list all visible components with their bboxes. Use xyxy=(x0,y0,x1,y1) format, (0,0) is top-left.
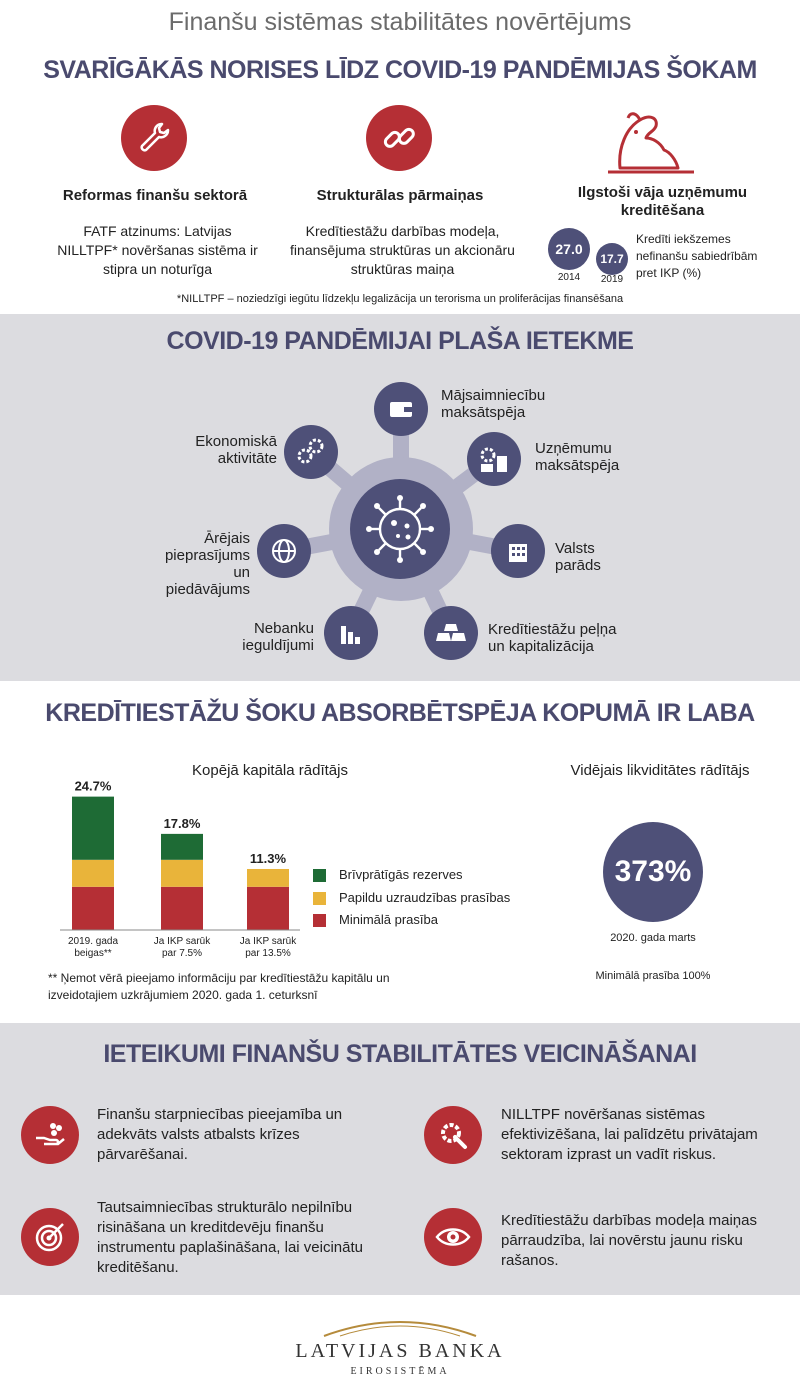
impact-label-banks: Kredītiestāžu peļņa un kapitalizācija xyxy=(488,621,617,655)
business-gear-icon xyxy=(467,432,521,486)
gear-wrench-icon xyxy=(424,1106,482,1164)
credit-value-2014: 27.0 xyxy=(548,228,590,270)
recommendation-text-3: Tautsaimniecības strukturālo nepilnību risināšana un kreditdevēju finanšu instrumentu paplašināšana, lai veicinātu kreditēšanu. xyxy=(97,1199,363,1276)
wrench-icon xyxy=(121,105,187,171)
hand-coins-icon xyxy=(21,1106,79,1164)
globe-icon xyxy=(257,524,311,578)
bar-minimālā-prasība-2 xyxy=(247,887,289,930)
item-text-structural: Kredītiestāžu darbības modeļa, finansējuma struktūras un akcionāru struktūras maiņa xyxy=(290,223,515,277)
logo-arc xyxy=(320,1314,480,1338)
liquidity-value: 373% xyxy=(603,822,703,922)
gears-icon xyxy=(284,425,338,479)
capital-chart xyxy=(40,775,300,960)
bar-papildu-uzraudzības-prasības-2 xyxy=(247,869,289,887)
section-heading-impact: COVID-19 PANDĒMIJAI PLAŠA IETEKME xyxy=(166,327,634,355)
bar-brīvprātīgās-rezerves-0 xyxy=(72,797,114,860)
declining-chart-icon xyxy=(324,606,378,660)
bar-minimālā-prasība-0 xyxy=(72,887,114,930)
wallet-icon xyxy=(374,382,428,436)
credit-year-2014: 2014 xyxy=(557,272,581,283)
capital-chart-title: Kopējā kapitāla rādītājs xyxy=(192,762,348,779)
bar-total-label: 24.7% xyxy=(74,778,112,794)
legend-label-supervisory: Papildu uzraudzības prasības xyxy=(339,890,511,905)
item-title-structural: Strukturālas pārmaiņas xyxy=(316,187,484,204)
section-heading-recommendations: IETEIKUMI FINANŠU STABILITĀTES VEICINĀŠANAI xyxy=(103,1040,697,1068)
credit-label: Kredīti iekšzemes nefinanšu sabiedrībām pret IKP (%) xyxy=(636,232,758,280)
brand-sub: EIROSISTĒMA xyxy=(350,1366,450,1377)
impact-label-nonbank: Nebanku ieguldījumi xyxy=(242,620,314,654)
recommendation-text-1: Finanšu starpniecības pieejamība un adekvāts valsts atbalsts krīzes pārvarēšanai. xyxy=(97,1106,343,1163)
bar-category-label: Ja IKP sarūk xyxy=(153,936,211,947)
bar-brīvprātīgās-rezerves-1 xyxy=(161,834,203,860)
item-title-reforms: Reformas finanšu sektorā xyxy=(62,187,248,204)
footnote-capital: ** Ņemot vērā pieejamo informāciju par kredītiestāžu kapitālu un izveidotajiem uzkrājumiem 2020. gada 1. ceturksnī xyxy=(48,971,390,1002)
legend-swatch-supervisory xyxy=(313,892,326,905)
impact-label-government: Valsts parāds xyxy=(555,540,601,574)
bar-total-label: 11.3% xyxy=(249,850,287,866)
credit-value-2019: 17.7 xyxy=(596,243,628,275)
page-title: Finanšu sistēmas stabilitātes novērtējums xyxy=(168,8,632,36)
legend-swatch-minimum xyxy=(313,914,326,927)
impact-label-economic: Ekonomiskā aktivitāte xyxy=(195,433,277,467)
bar-category-label: par 13.5% xyxy=(245,948,291,959)
legend-label-voluntary: Brīvprātīgās rezerves xyxy=(339,867,463,882)
impact-label-external: Ārējais pieprasījums un piedāvājums xyxy=(164,530,250,598)
item-text-reforms: FATF atzinums: Latvijas NILLTPF* novēršanas sistēma ir stipra un noturīga xyxy=(57,223,258,277)
bar-category-label: beigas** xyxy=(74,948,112,959)
legend-swatch-voluntary xyxy=(313,869,326,882)
item-title-credit: Ilgstoši vāja uzņēmumu kreditēšana xyxy=(577,184,748,219)
bar-papildu-uzraudzības-prasības-1 xyxy=(161,860,203,887)
legend-label-minimum: Minimālā prasība xyxy=(339,912,438,927)
bar-total-label: 17.8% xyxy=(163,815,201,831)
recommendation-text-4: Kredītiestāžu darbības modeļa maiņas pārraudzība, lai novērstu jaunu risku rašanos. xyxy=(501,1212,757,1269)
liquidity-title: Vidējais likviditātes rādītājs xyxy=(570,762,750,779)
bar-minimālā-prasība-1 xyxy=(161,887,203,930)
credit-year-2019: 2019 xyxy=(600,274,624,285)
section-heading-resilience: KREDĪTIESTĀŽU ŠOKU ABSORBĒTSPĒJA KOPUMĀ IR LABA xyxy=(45,699,755,727)
impact-label-household: Mājsaimniecību maksātspēja xyxy=(441,387,546,421)
gold-bars-icon xyxy=(424,606,478,660)
virus-icon xyxy=(350,479,450,579)
impact-label-business: Uzņēmumu maksātspēja xyxy=(535,440,620,474)
rabbit-icon xyxy=(606,108,696,178)
brand-name: LATVIJAS BANKA xyxy=(295,1340,505,1362)
bar-papildu-uzraudzības-prasības-0 xyxy=(72,860,114,887)
footnote-nilltpf: *NILLTPF – noziedzīgi iegūtu līdzekļu legalizācija un terorisma un proliferācijas finansēšana xyxy=(176,293,624,305)
liquidity-minimum: Minimālā prasība 100% xyxy=(595,970,711,982)
government-building-icon xyxy=(491,524,545,578)
bar-category-label: par 7.5% xyxy=(161,948,203,959)
recommendation-text-2: NILLTPF novēršanas sistēmas efektivizēšana, lai palīdzētu privātajam sektoram izprast un vadīt riskus. xyxy=(501,1106,758,1163)
chain-link-icon xyxy=(366,105,432,171)
target-icon xyxy=(21,1208,79,1266)
eye-icon xyxy=(424,1208,482,1266)
bar-category-label: 2019. gada xyxy=(67,936,119,947)
liquidity-date: 2020. gada marts xyxy=(610,932,696,944)
section-heading-developments: SVARĪGĀKĀS NORISES LĪDZ COVID-19 PANDĒMIJAS ŠOKAM xyxy=(43,56,757,84)
bar-category-label: Ja IKP sarūk xyxy=(239,936,297,947)
